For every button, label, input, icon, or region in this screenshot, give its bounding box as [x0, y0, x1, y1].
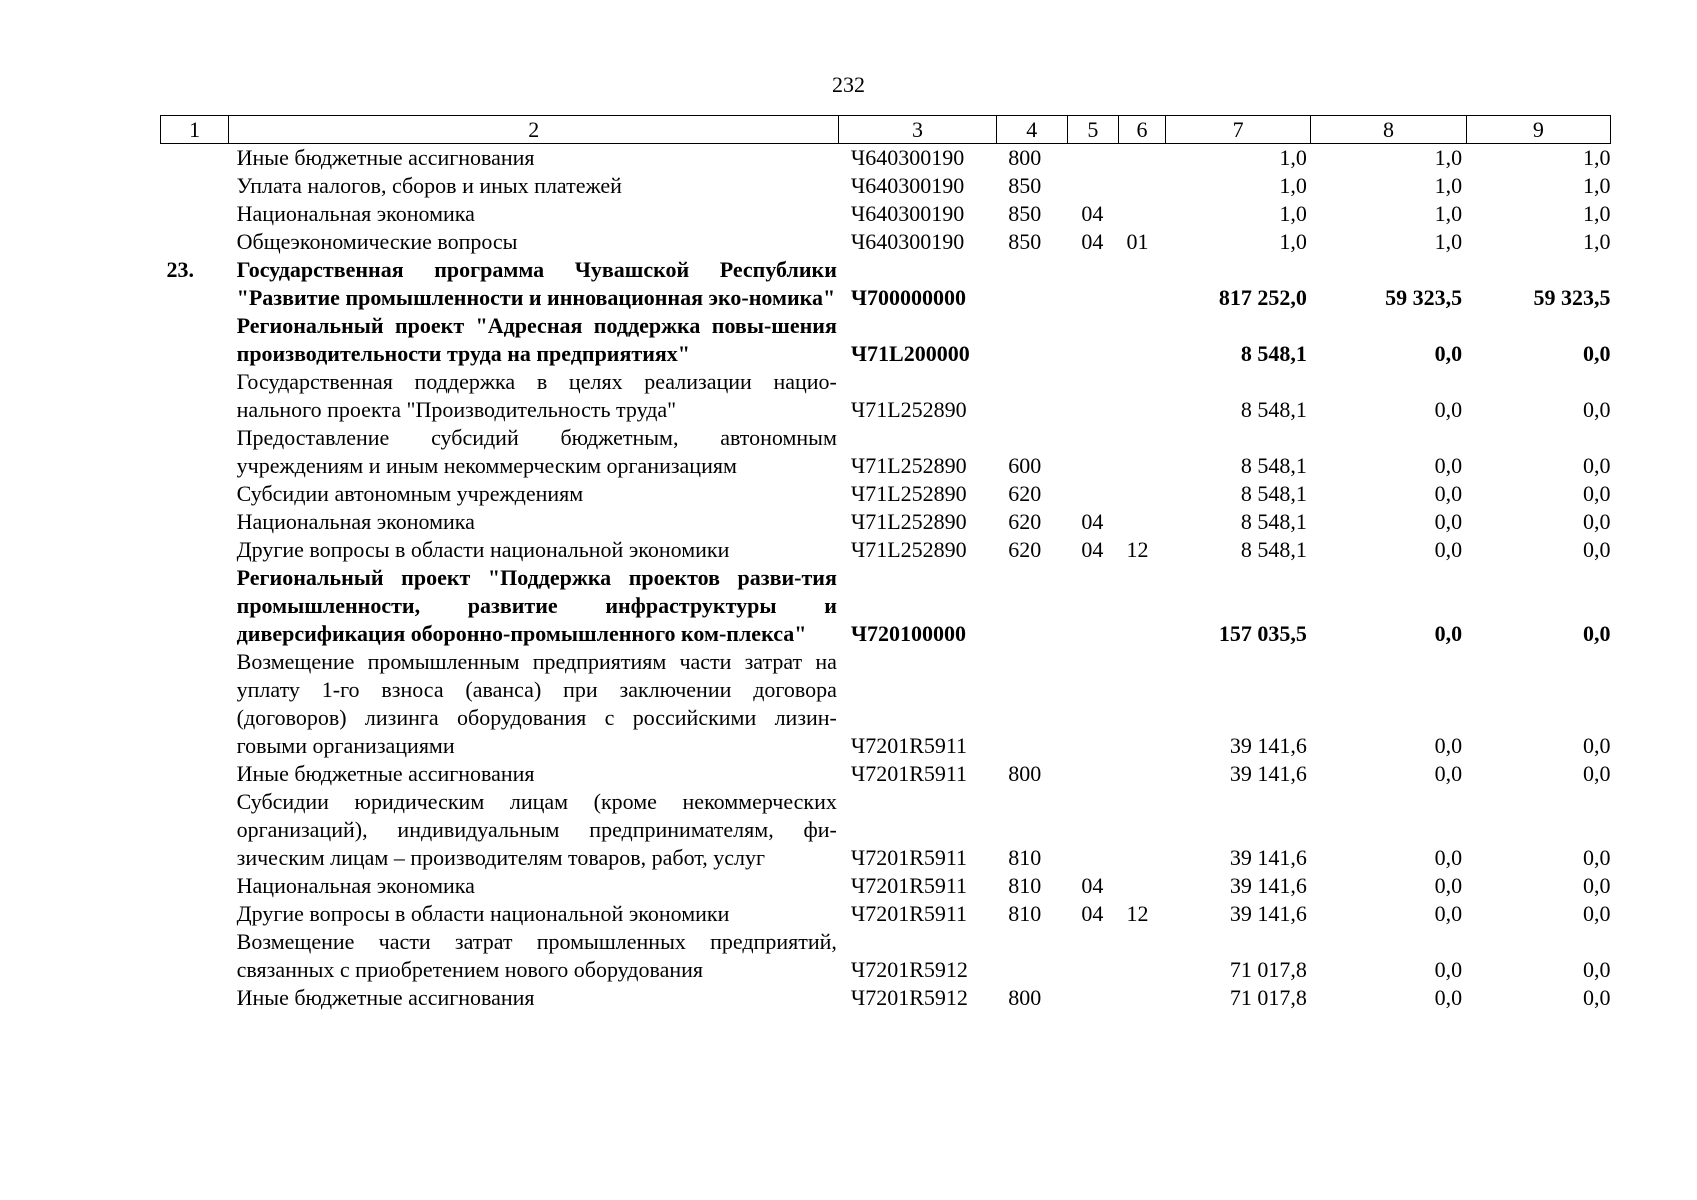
row-expense-type: 600	[1008, 453, 1042, 478]
row-number	[161, 536, 229, 564]
row-number	[161, 508, 229, 536]
row-name: Региональный проект "Поддержка проектов разви-тия промышленности, развитие инфраструктуры и диверсификация оборонно-промышленного ком-плекса"	[236, 565, 837, 646]
header-col-7: 7	[1166, 116, 1311, 144]
table-row	[161, 312, 1611, 368]
row-amount-col8: 0,0	[1434, 957, 1463, 982]
row-amount-col9: 0,0	[1583, 509, 1611, 534]
row-name: Иные бюджетные ассигнования	[236, 985, 535, 1010]
row-section: 04	[1081, 873, 1104, 898]
row-name: Национальная экономика	[236, 509, 475, 534]
row-expense-type: 620	[1008, 509, 1042, 534]
header-col-8: 8	[1311, 116, 1466, 144]
row-expense-type: 800	[1008, 985, 1042, 1010]
header-col-2: 2	[229, 116, 839, 144]
table-row	[161, 760, 1611, 788]
row-amount-col9: 0,0	[1583, 453, 1611, 478]
row-section	[1067, 564, 1118, 648]
row-amount-col9: 0,0	[1583, 397, 1611, 422]
row-number	[161, 228, 229, 256]
row-amount-col7: 1,0	[1279, 145, 1307, 170]
row-section: 04	[1081, 537, 1104, 562]
row-amount-col7: 817 252,0	[1218, 285, 1307, 310]
row-number	[161, 788, 229, 872]
row-expense-type	[996, 368, 1067, 424]
row-amount-col7: 39 141,6	[1229, 873, 1307, 898]
table-row	[161, 900, 1611, 928]
row-section	[1067, 788, 1118, 872]
row-amount-col8: 0,0	[1434, 873, 1463, 898]
row-amount-col7: 71 017,8	[1229, 957, 1307, 982]
header-col-1: 1	[161, 116, 229, 144]
row-amount-col8: 1,0	[1434, 145, 1463, 170]
row-amount-col9: 1,0	[1583, 173, 1611, 198]
header-col-6: 6	[1118, 116, 1165, 144]
table-row	[161, 200, 1611, 228]
table-row	[161, 172, 1611, 200]
row-amount-col9: 1,0	[1583, 201, 1611, 226]
row-name: Возмещение части затрат промышленных предприятий, связанных с приобретением нового оборудования	[236, 929, 837, 982]
row-expense-type: 850	[1008, 229, 1042, 254]
row-subsection	[1118, 144, 1165, 173]
row-amount-col9: 1,0	[1583, 229, 1611, 254]
header-col-3: 3	[839, 116, 996, 144]
row-amount-col9: 1,0	[1583, 145, 1611, 170]
row-subsection	[1118, 312, 1165, 368]
row-code: Ч7201R5911	[850, 761, 968, 786]
row-number	[161, 760, 229, 788]
row-amount-col8: 0,0	[1434, 985, 1463, 1010]
row-subsection	[1118, 760, 1165, 788]
row-number	[161, 368, 229, 424]
row-amount-col9: 0,0	[1583, 537, 1611, 562]
row-code: Ч640300190	[850, 145, 965, 170]
row-subsection	[1118, 480, 1165, 508]
header-col-9: 9	[1466, 116, 1610, 144]
row-number	[161, 872, 229, 900]
row-expense-type: 800	[1008, 145, 1042, 170]
row-subsection	[1118, 648, 1165, 760]
table-row	[161, 648, 1611, 760]
row-section: 04	[1081, 229, 1104, 254]
row-amount-col8: 1,0	[1434, 201, 1463, 226]
row-amount-col9: 0,0	[1583, 873, 1611, 898]
row-amount-col8: 0,0	[1434, 845, 1463, 870]
row-code: Ч7201R5912	[850, 957, 968, 982]
table-body	[161, 144, 1611, 1013]
row-section	[1067, 648, 1118, 760]
row-subsection	[1118, 928, 1165, 984]
row-amount-col7: 8 548,1	[1240, 537, 1307, 562]
header-row	[161, 116, 1611, 144]
row-section	[1067, 368, 1118, 424]
row-amount-col9: 0,0	[1583, 621, 1611, 646]
row-amount-col8: 0,0	[1434, 453, 1463, 478]
table-row	[161, 424, 1611, 480]
row-subsection	[1118, 200, 1165, 228]
row-amount-col7: 1,0	[1279, 229, 1307, 254]
row-amount-col8: 0,0	[1434, 341, 1463, 366]
row-amount-col7: 1,0	[1279, 173, 1307, 198]
row-amount-col7: 39 141,6	[1229, 761, 1307, 786]
row-code: Ч71L252890	[850, 453, 967, 478]
row-amount-col9: 0,0	[1583, 481, 1611, 506]
row-expense-type: 620	[1008, 537, 1042, 562]
row-amount-col7: 8 548,1	[1240, 397, 1307, 422]
table-row	[161, 256, 1611, 312]
row-code: Ч7201R5911	[850, 733, 968, 758]
row-number	[161, 424, 229, 480]
row-expense-type: 800	[1008, 761, 1042, 786]
row-amount-col9: 0,0	[1583, 901, 1611, 926]
row-amount-col8: 59 323,5	[1385, 285, 1463, 310]
row-amount-col7: 39 141,6	[1229, 845, 1307, 870]
row-amount-col8: 0,0	[1434, 397, 1463, 422]
row-amount-col7: 8 548,1	[1240, 341, 1307, 366]
row-amount-col8: 0,0	[1434, 621, 1463, 646]
row-amount-col8: 0,0	[1434, 761, 1463, 786]
row-amount-col7: 157 035,5	[1218, 621, 1307, 646]
row-amount-col8: 1,0	[1434, 229, 1463, 254]
row-amount-col9: 0,0	[1583, 341, 1611, 366]
row-code: Ч7201R5911	[850, 845, 968, 870]
row-section	[1067, 172, 1118, 200]
header-col-5: 5	[1067, 116, 1118, 144]
row-amount-col7: 8 548,1	[1240, 453, 1307, 478]
row-name: Возмещение промышленным предприятиям части затрат на уплату 1-го взноса (аванса) при заключении договора (договоров) лизинга оборудования с российскими лизин-говыми организациями	[236, 649, 837, 758]
table-row	[161, 368, 1611, 424]
table-row	[161, 480, 1611, 508]
row-name: Другие вопросы в области национальной экономики	[236, 537, 730, 562]
row-section	[1067, 480, 1118, 508]
row-amount-col8: 0,0	[1434, 481, 1463, 506]
row-number	[161, 200, 229, 228]
row-amount-col8: 0,0	[1434, 509, 1463, 534]
row-number	[161, 984, 229, 1012]
row-amount-col7: 71 017,8	[1229, 985, 1307, 1010]
row-code: Ч71L200000	[850, 341, 970, 366]
row-number	[161, 480, 229, 508]
row-section: 04	[1081, 901, 1104, 926]
row-code: Ч640300190	[850, 229, 965, 254]
row-name: Государственная поддержка в целях реализации нацио-нального проекта "Производительность труда"	[236, 369, 837, 422]
row-expense-type: 850	[1008, 173, 1042, 198]
row-expense-type: 620	[1008, 481, 1042, 506]
row-section: 04	[1081, 201, 1104, 226]
row-number	[161, 564, 229, 648]
row-section	[1067, 984, 1118, 1012]
row-name: Государственная программа Чувашской Республики "Развитие промышленности и инновационная эко-номика"	[236, 257, 837, 310]
row-number	[161, 900, 229, 928]
row-name: Иные бюджетные ассигнования	[236, 145, 535, 170]
row-expense-type	[996, 564, 1067, 648]
row-amount-col9: 0,0	[1583, 733, 1611, 758]
row-section	[1067, 928, 1118, 984]
row-name: Субсидии юридическим лицам (кроме некоммерческих организаций), индивидуальным предпринимателям, фи-зическим лицам – производителям товаров, работ, услуг	[236, 789, 837, 870]
page-number: 232	[832, 72, 865, 97]
table-row	[161, 536, 1611, 564]
row-name: Субсидии автономным учреждениям	[236, 481, 584, 506]
row-amount-col9: 0,0	[1583, 985, 1611, 1010]
table-row	[161, 564, 1611, 648]
row-subsection	[1118, 872, 1165, 900]
row-name: Предоставление субсидий бюджетным, автономным учреждениям и иным некоммерческим организациям	[236, 425, 837, 478]
row-amount-col7: 39 141,6	[1229, 901, 1307, 926]
row-code: Ч640300190	[850, 201, 965, 226]
row-expense-type	[996, 648, 1067, 760]
row-number	[161, 144, 229, 173]
row-amount-col8: 0,0	[1434, 733, 1463, 758]
table-row	[161, 508, 1611, 536]
row-amount-col7: 39 141,6	[1229, 733, 1307, 758]
row-subsection	[1118, 984, 1165, 1012]
row-name: Национальная экономика	[236, 873, 475, 898]
table-row	[161, 228, 1611, 256]
row-subsection	[1118, 508, 1165, 536]
row-subsection: 01	[1126, 229, 1149, 254]
table-row	[161, 788, 1611, 872]
row-expense-type	[996, 312, 1067, 368]
table-header	[161, 116, 1611, 144]
row-amount-col8: 1,0	[1434, 173, 1463, 198]
row-section	[1067, 256, 1118, 312]
row-amount-col9: 59 323,5	[1533, 285, 1611, 310]
row-code: Ч700000000	[850, 285, 967, 310]
row-code: Ч7201R5911	[850, 873, 968, 898]
row-subsection	[1118, 172, 1165, 200]
row-name: Иные бюджетные ассигнования	[236, 761, 535, 786]
row-name: Общеэкономические вопросы	[236, 229, 518, 254]
row-subsection: 12	[1126, 901, 1149, 926]
row-subsection	[1118, 256, 1165, 312]
row-expense-type: 850	[1008, 201, 1042, 226]
row-subsection: 12	[1126, 537, 1149, 562]
row-number	[161, 648, 229, 760]
row-code: Ч640300190	[850, 173, 965, 198]
row-number: 23.	[166, 257, 194, 282]
table-row	[161, 984, 1611, 1012]
row-amount-col8: 0,0	[1434, 901, 1463, 926]
row-amount-col9: 0,0	[1583, 957, 1611, 982]
row-number	[161, 312, 229, 368]
budget-table	[160, 115, 1611, 1012]
row-number	[161, 172, 229, 200]
row-subsection	[1118, 788, 1165, 872]
row-name: Другие вопросы в области национальной экономики	[236, 901, 730, 926]
row-section	[1067, 312, 1118, 368]
table-row	[161, 144, 1611, 173]
row-code: Ч7201R5911	[850, 901, 968, 926]
row-number	[161, 928, 229, 984]
row-name: Уплата налогов, сборов и иных платежей	[236, 173, 622, 198]
row-expense-type	[996, 256, 1067, 312]
row-code: Ч71L252890	[850, 481, 967, 506]
row-amount-col9: 0,0	[1583, 761, 1611, 786]
row-code: Ч7201R5912	[850, 985, 968, 1010]
row-amount-col7: 8 548,1	[1240, 481, 1307, 506]
table-row	[161, 928, 1611, 984]
row-amount-col9: 0,0	[1583, 845, 1611, 870]
row-section	[1067, 424, 1118, 480]
row-expense-type: 810	[1008, 873, 1042, 898]
table-row	[161, 872, 1611, 900]
row-subsection	[1118, 564, 1165, 648]
row-name: Региональный проект "Адресная поддержка повы-шения производительности труда на предприятиях"	[236, 313, 837, 366]
row-subsection	[1118, 424, 1165, 480]
row-amount-col8: 0,0	[1434, 537, 1463, 562]
row-code: Ч720100000	[850, 621, 967, 646]
row-expense-type	[996, 928, 1067, 984]
header-col-4: 4	[996, 116, 1067, 144]
row-section: 04	[1081, 509, 1104, 534]
row-amount-col7: 8 548,1	[1240, 509, 1307, 534]
row-expense-type: 810	[1008, 845, 1042, 870]
row-code: Ч71L252890	[850, 509, 967, 534]
row-code: Ч71L252890	[850, 537, 967, 562]
row-code: Ч71L252890	[850, 397, 967, 422]
row-subsection	[1118, 368, 1165, 424]
row-expense-type: 810	[1008, 901, 1042, 926]
row-section	[1067, 144, 1118, 173]
row-name: Национальная экономика	[236, 201, 475, 226]
row-section	[1067, 760, 1118, 788]
row-amount-col7: 1,0	[1279, 201, 1307, 226]
